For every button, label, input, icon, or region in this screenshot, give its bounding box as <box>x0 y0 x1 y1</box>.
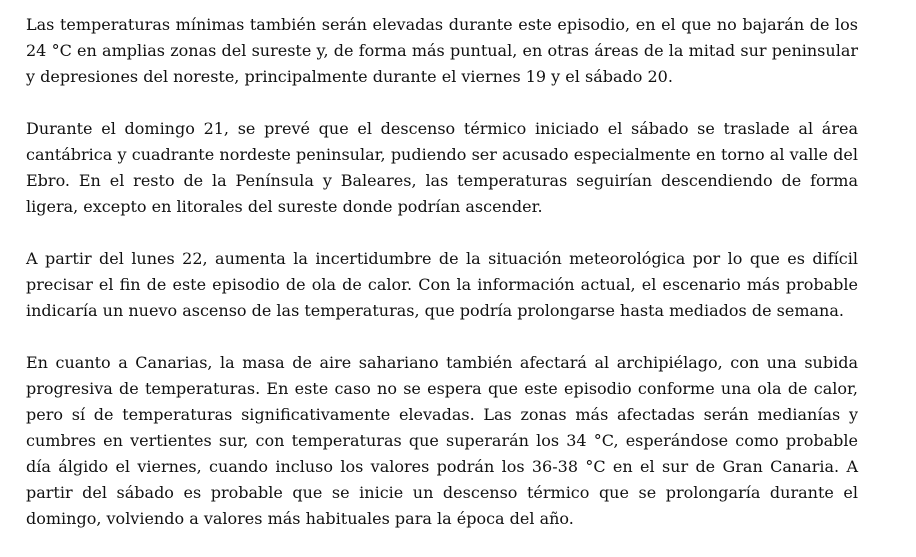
paragraph-minimum-temperatures: Las temperaturas mínimas también serán elevadas durante este episodio, en el que no bajarán de los 24 °C en amplias zonas del sureste y, de forma más puntual, en otras áreas de la mitad sur peninsular y depresiones del noreste, principalmente durante el viernes 19 y el sábado 20. <box>26 15 858 86</box>
paragraph-canarias: En cuanto a Canarias, la masa de aire sahariano también afectará al archipiélago, con una subida progresiva de temperaturas. En este caso no se espera que este episodio conforme una ola de calor, pero sí de temperaturas significativamente elevadas. Las zonas más afectadas serán medianías y cumbres en vertientes sur, con temperaturas que superarán los 34 °C, esperándose como probable día álgido el viernes, cuando incluso los valores podrán los 36-38 °C en el sur de Gran Canaria. A partir del sábado es probable que se inicie un descenso térmico que se prolongaría durante el domingo, volviendo a valores más habituales para la época del año. <box>26 353 858 528</box>
paragraph-sunday-forecast: Durante el domingo 21, se prevé que el descenso térmico iniciado el sábado se traslade al área cantábrica y cuadrante nordeste peninsular, pudiendo ser acusado especialmente en torno al valle del Ebro. En el resto de la Península y Baleares, las temperaturas seguirían descendiendo de forma ligera, excepto en litorales del sureste donde podrían ascender. <box>26 119 858 216</box>
document-body <box>26 12 858 532</box>
paragraph-monday-uncertainty: A partir del lunes 22, aumenta la incertidumbre de la situación meteorológica por lo que es difícil precisar el fin de este episodio de ola de calor. Con la información actual, el escenario más probable indicaría un nuevo ascenso de las temperaturas, que podría prolongarse hasta mediados de semana. <box>26 249 858 320</box>
